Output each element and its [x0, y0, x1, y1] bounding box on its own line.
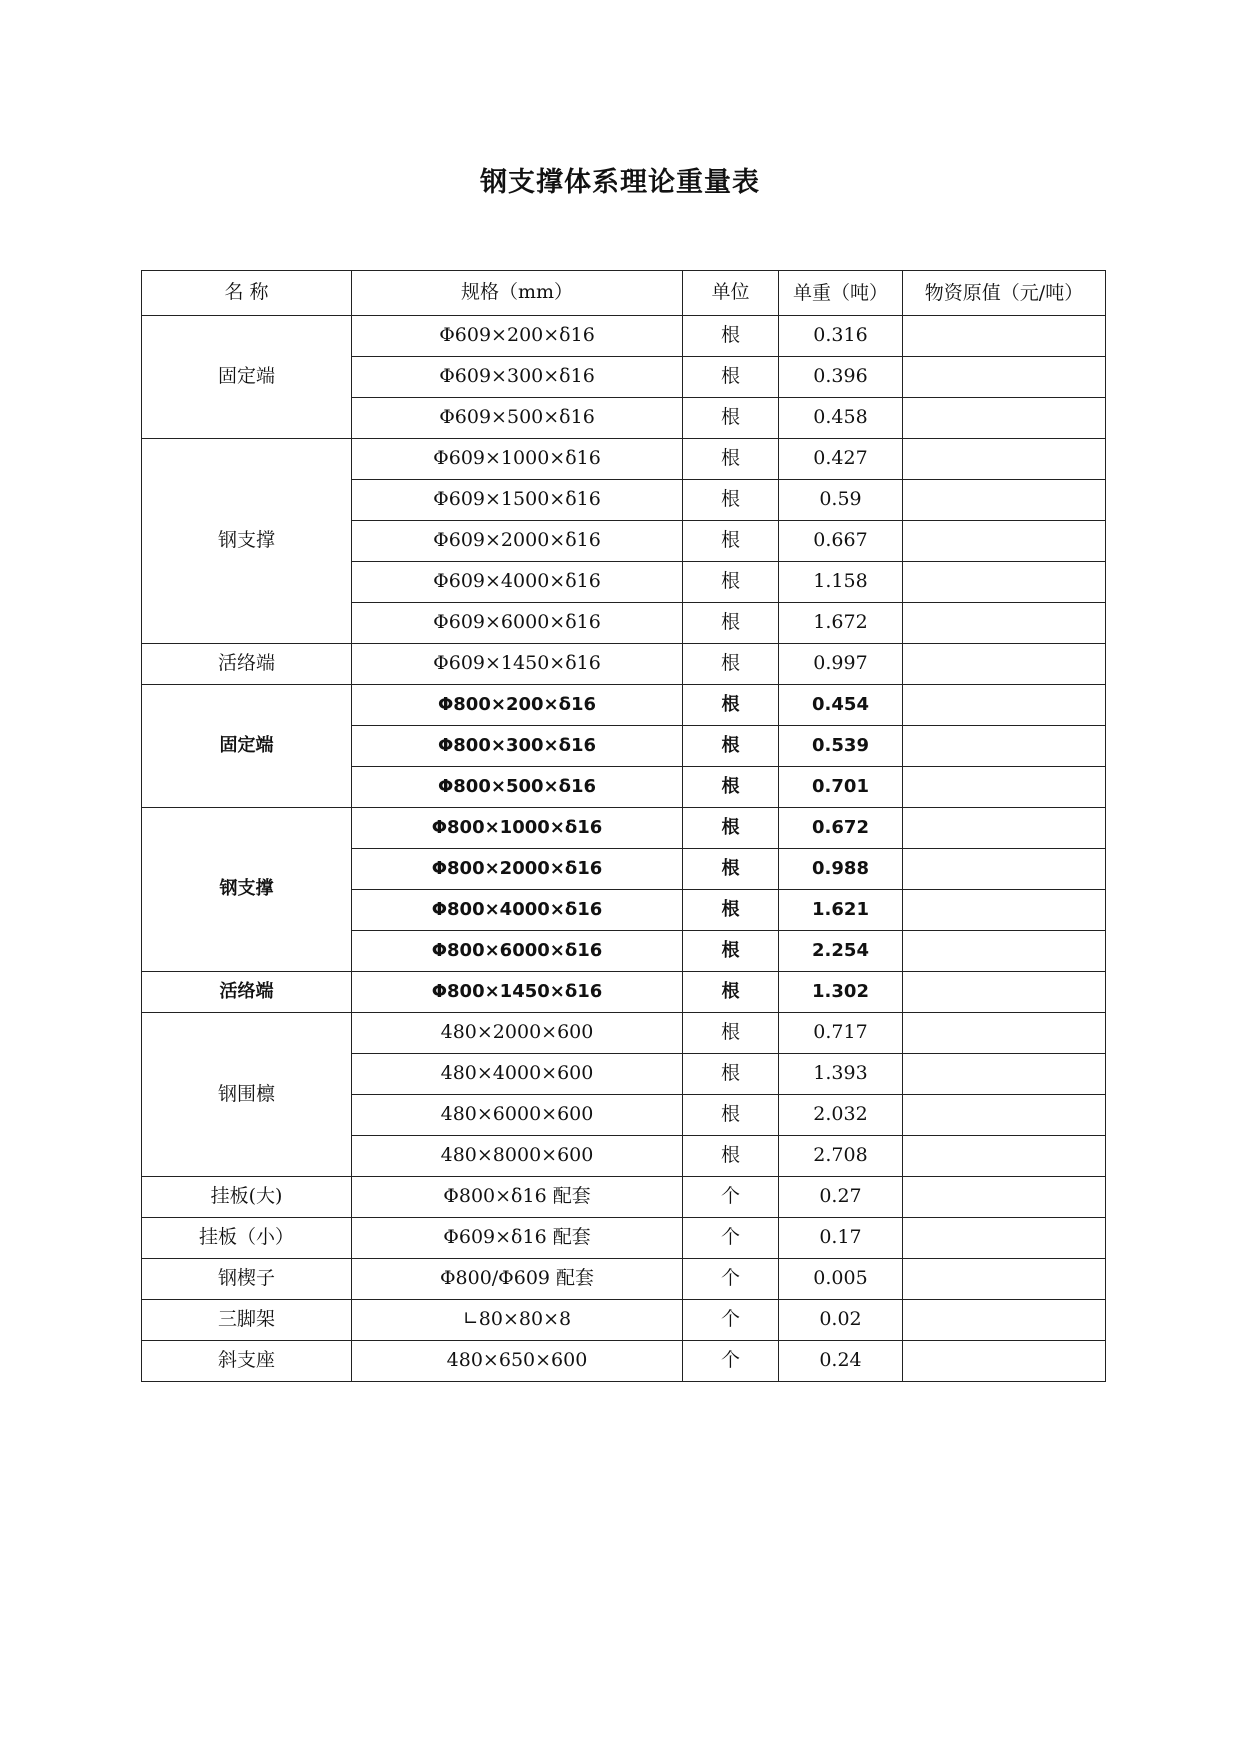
- group-name-cell: 钢支撑: [142, 808, 352, 972]
- group-name-cell: 钢支撑: [142, 439, 352, 644]
- weight-cell: 0.427: [779, 439, 903, 480]
- unit-cell: 根: [683, 808, 779, 849]
- unit-cell: 根: [683, 972, 779, 1013]
- group-name-cell: 钢围檩: [142, 1013, 352, 1177]
- header-name: 名 称: [142, 271, 352, 316]
- unit-cell: 根: [683, 1054, 779, 1095]
- header-weight: 单重（吨）: [779, 271, 903, 316]
- unit-cell: 个: [683, 1259, 779, 1300]
- unit-cell: 根: [683, 480, 779, 521]
- weight-cell: 0.17: [779, 1218, 903, 1259]
- weight-cell: 0.59: [779, 480, 903, 521]
- spec-cell: Φ609×500×δ16: [352, 398, 683, 439]
- price-cell: [903, 1054, 1106, 1095]
- unit-cell: 根: [683, 644, 779, 685]
- spec-cell: Φ800×1450×δ16: [352, 972, 683, 1013]
- table-body: [142, 316, 1106, 1382]
- price-cell: [903, 972, 1106, 1013]
- spec-cell: 480×8000×600: [352, 1136, 683, 1177]
- spec-cell: Φ800×6000×δ16: [352, 931, 683, 972]
- spec-cell: ∟80×80×8: [352, 1300, 683, 1341]
- header-price: 物资原值（元/吨）: [903, 271, 1106, 316]
- table-row: [142, 1013, 1106, 1054]
- price-cell: [903, 849, 1106, 890]
- table-row: [142, 644, 1106, 685]
- price-cell: [903, 1177, 1106, 1218]
- table-row: [142, 808, 1106, 849]
- unit-cell: 根: [683, 562, 779, 603]
- weight-cell: 0.02: [779, 1300, 903, 1341]
- unit-cell: 个: [683, 1177, 779, 1218]
- unit-cell: 根: [683, 1095, 779, 1136]
- price-cell: [903, 603, 1106, 644]
- price-cell: [903, 931, 1106, 972]
- table-row: [142, 1300, 1106, 1341]
- spec-cell: 480×650×600: [352, 1341, 683, 1382]
- weight-cell: 1.393: [779, 1054, 903, 1095]
- page-title: 钢支撑体系理论重量表: [480, 167, 760, 198]
- table-row: [142, 1218, 1106, 1259]
- spec-cell: 480×4000×600: [352, 1054, 683, 1095]
- unit-cell: 根: [683, 1136, 779, 1177]
- table-row: [142, 316, 1106, 357]
- group-name-cell: 活络端: [142, 972, 352, 1013]
- spec-cell: Φ609×δ16 配套: [352, 1218, 683, 1259]
- price-cell: [903, 767, 1106, 808]
- spec-cell: Φ609×200×δ16: [352, 316, 683, 357]
- price-cell: [903, 521, 1106, 562]
- price-cell: [903, 357, 1106, 398]
- unit-cell: 根: [683, 931, 779, 972]
- unit-cell: 根: [683, 398, 779, 439]
- table-row: [142, 1259, 1106, 1300]
- weight-cell: 0.997: [779, 644, 903, 685]
- unit-cell: 根: [683, 521, 779, 562]
- price-cell: [903, 1300, 1106, 1341]
- price-cell: [903, 439, 1106, 480]
- weight-cell: 0.24: [779, 1341, 903, 1382]
- spec-cell: Φ800×200×δ16: [352, 685, 683, 726]
- weight-cell: 2.254: [779, 931, 903, 972]
- group-name-cell: 斜支座: [142, 1341, 352, 1382]
- group-name-cell: 三脚架: [142, 1300, 352, 1341]
- spec-cell: Φ609×6000×δ16: [352, 603, 683, 644]
- price-cell: [903, 726, 1106, 767]
- weight-cell: 0.539: [779, 726, 903, 767]
- weight-cell: 0.672: [779, 808, 903, 849]
- weight-cell: 1.672: [779, 603, 903, 644]
- price-cell: [903, 808, 1106, 849]
- table-row: [142, 1341, 1106, 1382]
- spec-cell: Φ609×300×δ16: [352, 357, 683, 398]
- spec-cell: Φ800/Φ609 配套: [352, 1259, 683, 1300]
- weight-cell: 0.458: [779, 398, 903, 439]
- unit-cell: 个: [683, 1218, 779, 1259]
- price-cell: [903, 1341, 1106, 1382]
- unit-cell: 根: [683, 726, 779, 767]
- header-row: [142, 271, 1106, 316]
- group-name-cell: 活络端: [142, 644, 352, 685]
- spec-cell: Φ800×δ16 配套: [352, 1177, 683, 1218]
- price-cell: [903, 1095, 1106, 1136]
- table-row: [142, 1177, 1106, 1218]
- group-name-cell: 钢楔子: [142, 1259, 352, 1300]
- price-cell: [903, 1259, 1106, 1300]
- weight-cell: 2.708: [779, 1136, 903, 1177]
- unit-cell: 根: [683, 316, 779, 357]
- unit-cell: 根: [683, 767, 779, 808]
- weight-cell: 1.158: [779, 562, 903, 603]
- table-row: [142, 439, 1106, 480]
- weight-cell: 1.302: [779, 972, 903, 1013]
- price-cell: [903, 316, 1106, 357]
- spec-cell: Φ609×1450×δ16: [352, 644, 683, 685]
- spec-cell: 480×6000×600: [352, 1095, 683, 1136]
- weight-cell: 0.27: [779, 1177, 903, 1218]
- spec-cell: Φ800×4000×δ16: [352, 890, 683, 931]
- spec-cell: Φ800×1000×δ16: [352, 808, 683, 849]
- table-row: [142, 685, 1106, 726]
- spec-cell: Φ609×4000×δ16: [352, 562, 683, 603]
- unit-cell: 根: [683, 890, 779, 931]
- group-name-cell: 挂板(大): [142, 1177, 352, 1218]
- price-cell: [903, 685, 1106, 726]
- price-cell: [903, 890, 1106, 931]
- weight-cell: 0.316: [779, 316, 903, 357]
- unit-cell: 根: [683, 1013, 779, 1054]
- weight-cell: 1.621: [779, 890, 903, 931]
- spec-cell: Φ800×300×δ16: [352, 726, 683, 767]
- price-cell: [903, 1136, 1106, 1177]
- weight-cell: 0.701: [779, 767, 903, 808]
- spec-cell: Φ800×2000×δ16: [352, 849, 683, 890]
- group-name-cell: 挂板（小）: [142, 1218, 352, 1259]
- unit-cell: 个: [683, 1300, 779, 1341]
- weight-cell: 0.454: [779, 685, 903, 726]
- spec-cell: Φ609×1500×δ16: [352, 480, 683, 521]
- group-name-cell: 固定端: [142, 685, 352, 808]
- price-cell: [903, 562, 1106, 603]
- unit-cell: 根: [683, 849, 779, 890]
- group-name-cell: 固定端: [142, 316, 352, 439]
- price-cell: [903, 480, 1106, 521]
- spec-cell: Φ609×1000×δ16: [352, 439, 683, 480]
- weight-table: [141, 270, 1106, 1382]
- weight-cell: 0.667: [779, 521, 903, 562]
- weight-cell: 0.005: [779, 1259, 903, 1300]
- header-unit: 单位: [683, 271, 779, 316]
- spec-cell: Φ800×500×δ16: [352, 767, 683, 808]
- unit-cell: 根: [683, 685, 779, 726]
- unit-cell: 根: [683, 357, 779, 398]
- header-spec: 规格（mm）: [352, 271, 683, 316]
- unit-cell: 个: [683, 1341, 779, 1382]
- unit-cell: 根: [683, 439, 779, 480]
- weight-cell: 0.396: [779, 357, 903, 398]
- price-cell: [903, 644, 1106, 685]
- weight-cell: 2.032: [779, 1095, 903, 1136]
- weight-cell: 0.988: [779, 849, 903, 890]
- spec-cell: Φ609×2000×δ16: [352, 521, 683, 562]
- spec-cell: 480×2000×600: [352, 1013, 683, 1054]
- price-cell: [903, 1218, 1106, 1259]
- price-cell: [903, 1013, 1106, 1054]
- unit-cell: 根: [683, 603, 779, 644]
- price-cell: [903, 398, 1106, 439]
- table-row: [142, 972, 1106, 1013]
- weight-cell: 0.717: [779, 1013, 903, 1054]
